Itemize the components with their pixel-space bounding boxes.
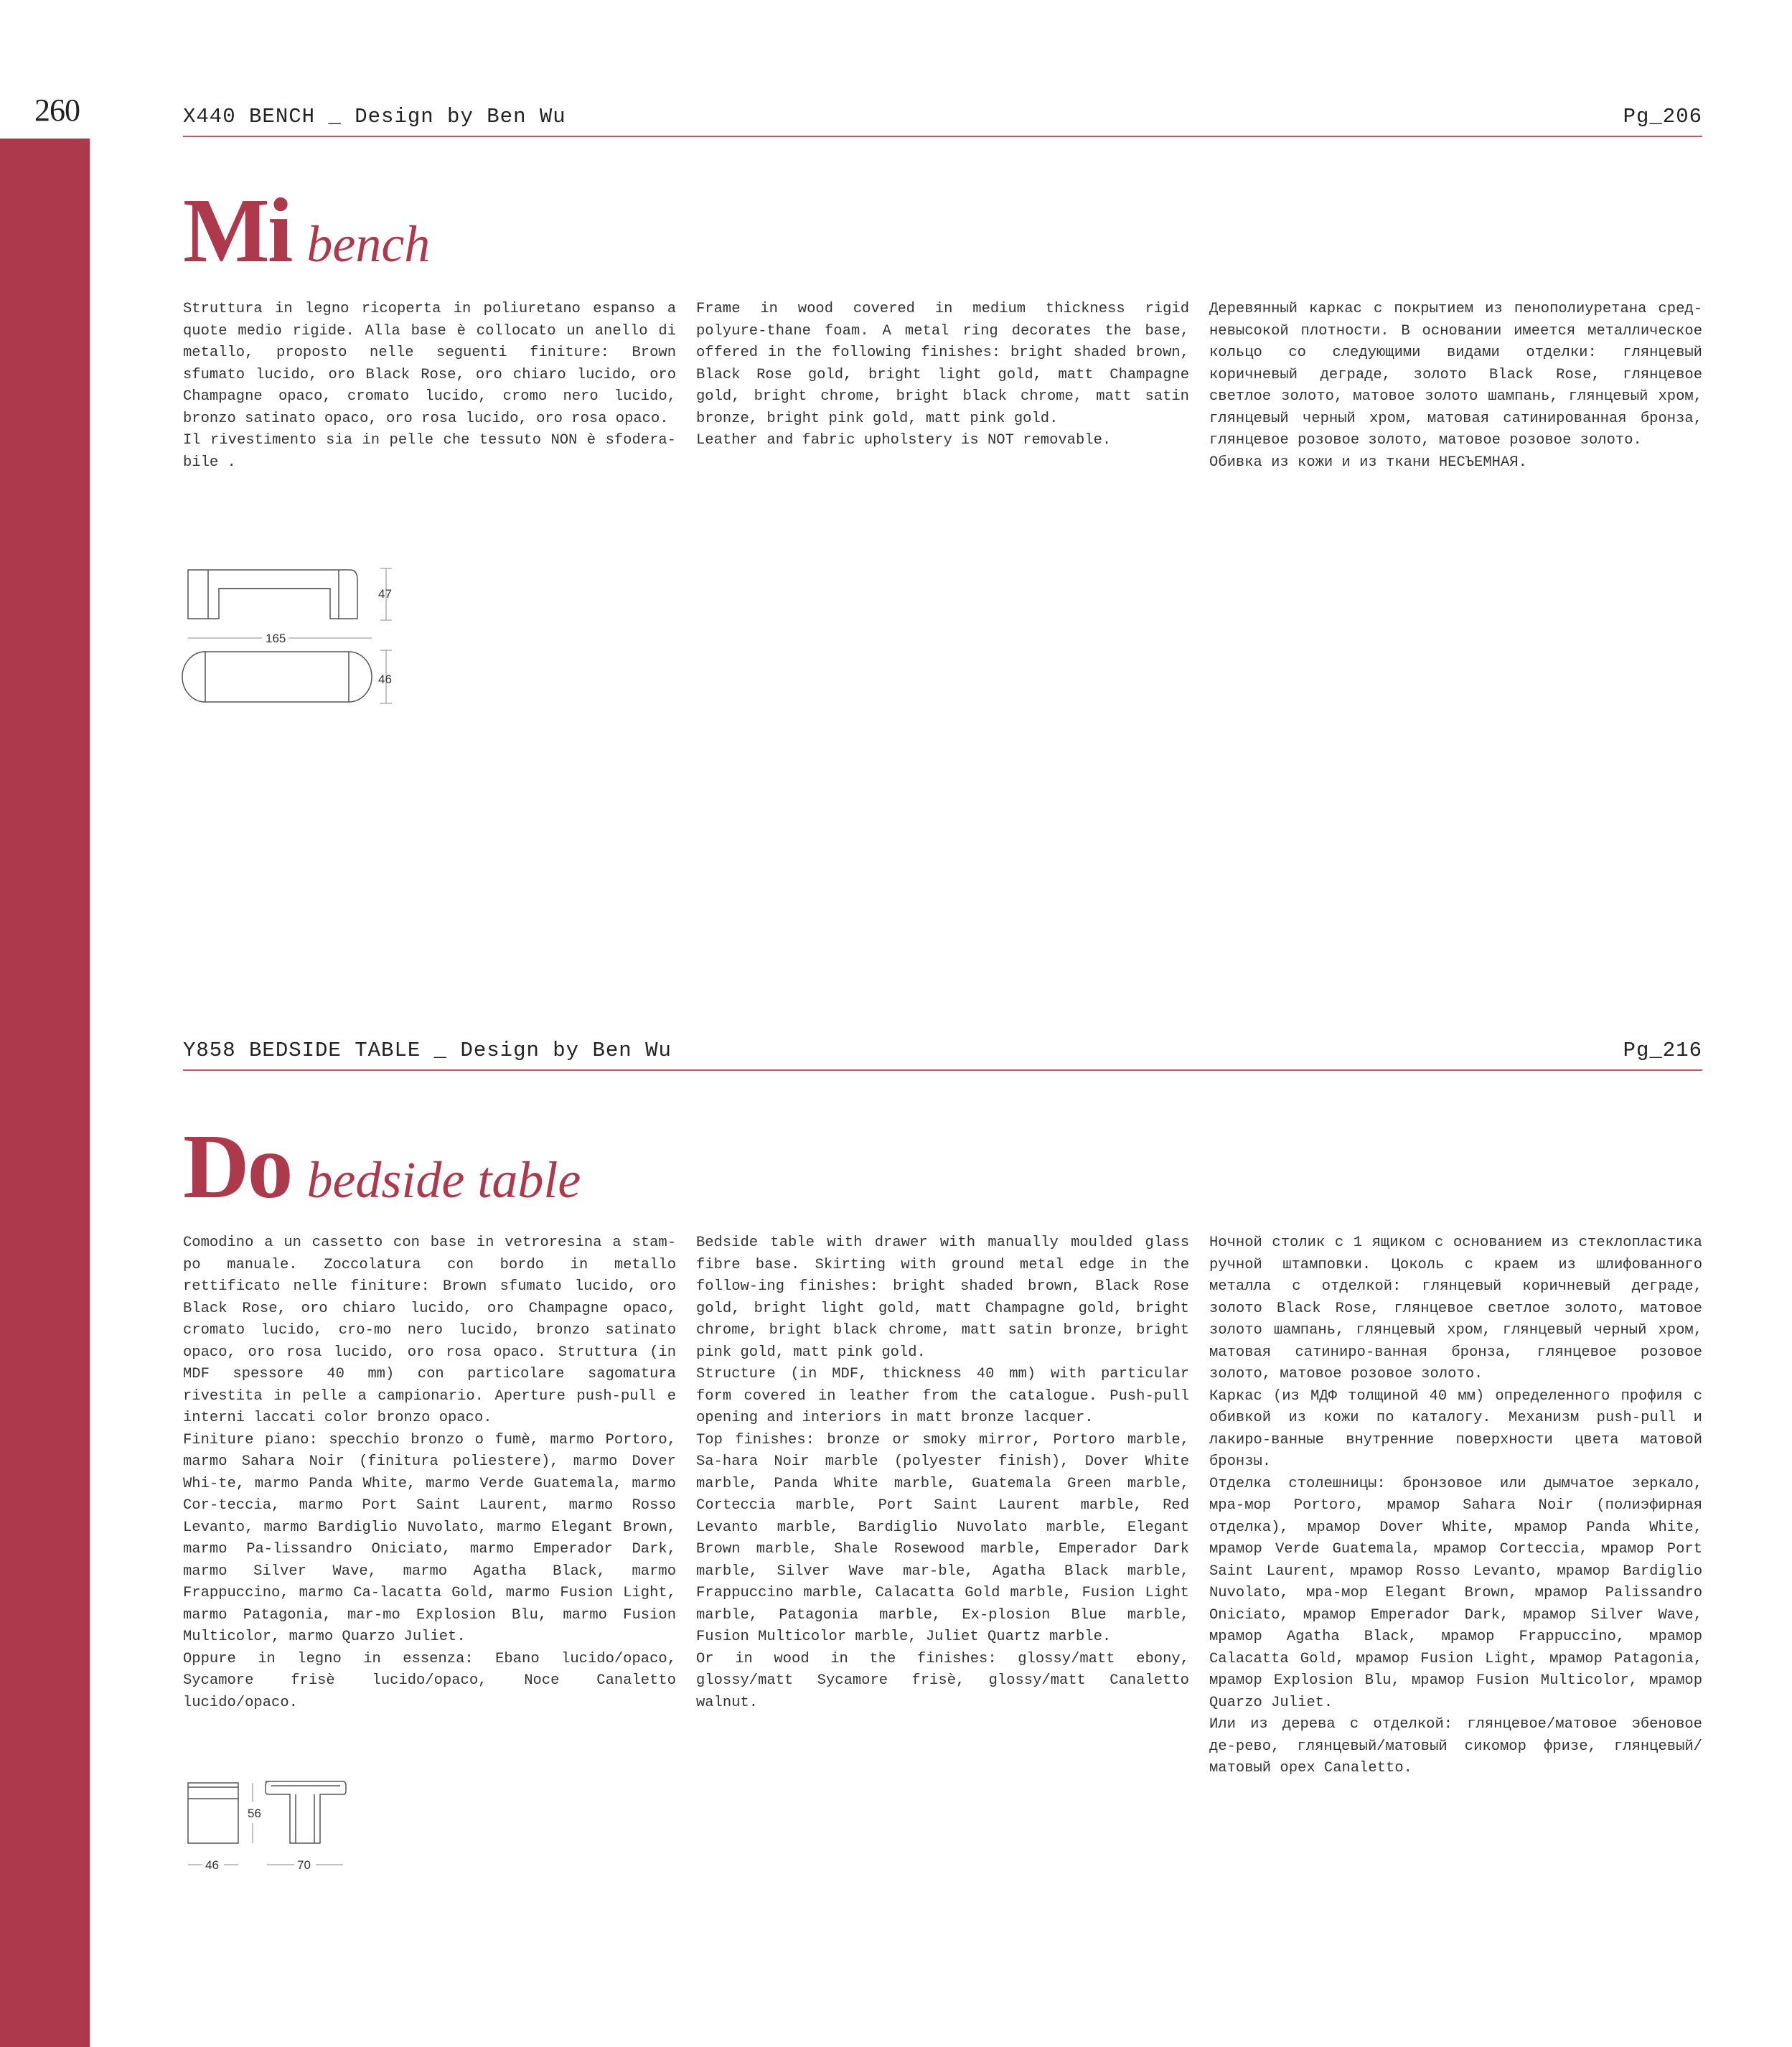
product-title-main: Mi bbox=[183, 179, 291, 281]
product-title-sub: bench bbox=[306, 215, 431, 273]
description-paragraph: Top finishes: bronze or smoky mirror, Portoro marble, Sa-hara Noir marble (polyester finish), Dover White marble, Panda White marble, Guatemala Green marble, Corteccia marble, Port Saint Laurent marble, Red Levanto marble, Bardiglio Nuvolato marble, Elegant Brown marble, Shale Rosewood marble, Emperador Dark marble, Silver Wave mar-ble, Agatha Black marble, Frappuccino marble, Calacatta Gold marble, Fusion Light marble, Patagonia marble, Ex-plosion Blue marble, Fusion Multicolor marble, Juliet Quartz marble. bbox=[696, 1431, 1189, 1645]
description-paragraph: Struttura in legno ricoperta in poliuretano espanso a quote medio rigide. Alla base è collocato un anello di metallo, proposto nelle seguenti finiture: Brown sfumato lucido, oro Black Rose, oro chiaro lucido, oro Champagne opaco, cromato lucido, cromo nero lucido, bronzo satinato opaco, oro rosa lucido, oro rosa opaco. bbox=[183, 301, 676, 427]
bedside-table-technical-drawing bbox=[179, 1773, 359, 1884]
description-paragraph: Comodino a un cassetto con base in vetroresina a stam-po manuale. Zoccolatura con bordo in metallo rettificato nelle finiture: Brown sfumato lucido, oro Black Rose, oro chiaro lucido, oro Champagne opaco, cromato lucido, cro-mo nero lucido, bronzo satinato opaco, oro rosa lucido, oro rosa opaco. Struttura (in MDF spessore 40 mm) con particolare sagomatura rivestita in pelle a campionario. Aperture push-pull e interni laccati color bronzo opaco. bbox=[183, 1235, 676, 1426]
bedside-table-front-view bbox=[266, 1781, 346, 1843]
product-title-main: Do bbox=[183, 1115, 291, 1217]
description-italian bbox=[183, 299, 676, 474]
dimension-depth: 46 bbox=[378, 673, 392, 686]
bench-front-view bbox=[188, 570, 357, 619]
description-paragraph: Finiture piano: specchio bronzo o fumè, marmo Portoro, marmo Sahara Noir (finitura poliestere), marmo Dover Whi-te, marmo Panda White, marmo Verde Guatemala, marmo Cor-teccia, marmo Port Saint Laurent, marmo Rosso Levanto, marmo Bardiglio Nuvolato, marmo Elegant Brown, marmo Pa-lissandro Oniciato, marmo Emperador Dark, marmo Silver Wave, marmo Agatha Black, marmo Frappuccino, marmo Ca-lacatta Gold, marmo Fusion Light, marmo Patagonia, mar-mo Explosion Blu, marmo Fusion Multicolor, marmo Quarzo Juliet. bbox=[183, 1431, 676, 1645]
side-color-band bbox=[0, 139, 90, 2047]
section-header-title: Y858 BEDSIDE TABLE _ Design by Ben Wu bbox=[183, 1039, 672, 1062]
description-paragraph: Or in wood in the finishes: glossy/matt ebony, glossy/matt Sycamore frisè, glossy/matt Canaletto walnut. bbox=[696, 1650, 1189, 1711]
description-paragraph: Обивка из кожи и из ткани НЕСЪЕМНАЯ. bbox=[1209, 454, 1527, 471]
description-paragraph: Отделка столешницы: бронзовое или дымчатое зеркало, мра-мор Portoro, мрамор Sahara Noir (полиэфирная отделка), мрамор Dover White, мрамор Panda White, мрамор Verde Guatemala, мрамор Corteccia, мрамор Port Saint Laurent, мрамор Rosso Levanto, мрамор Bardiglio Nuvolato, мра-мор Elegant Brown, мрамор Palissandro Oniciato, мрамор Emperador Dark, мрамор Silver Wave, мрамор Agatha Black, мрамор Frappuccino, мрамор Calacatta Gold, мрамор Fusion Light, мрамор Patagonia, мрамор Explosion Blu, мрамор Fusion Multicolor, мрамор Quarzo Juliet. bbox=[1209, 1475, 1702, 1711]
description-paragraph: Ночной столик с 1 ящиком с основанием из стеклопластика ручной штамповки. Цоколь с краем из шлифованного металла с отделкой: глянцевый коричневый деграде, золото Black Rose, глянцевое светлое золото, матовое золото шампань, глянцевый хром, глянцевый черный хром, матовая сатиниро-ванная бронза, глянцевое розовое золото, матовое розовое золото. bbox=[1209, 1235, 1702, 1382]
description-paragraph: Structure (in MDF, thickness 40 mm) with particular form covered in leather from the catalogue. Push-pull opening and interiors in matt bronze lacquer. bbox=[696, 1366, 1189, 1426]
section-page-ref: Pg_216 bbox=[1623, 1039, 1702, 1062]
section-page-ref: Pg_206 bbox=[1623, 105, 1702, 128]
description-russian bbox=[1209, 1232, 1702, 1780]
description-paragraph: Каркас (из МДФ толщиной 40 мм) определенного профиля с обивкой из кожи по каталогу. Механизм push-pull и лакиро-ванные внутренние поверхности цвета матовой бронзы. bbox=[1209, 1387, 1702, 1470]
description-italian bbox=[183, 1232, 676, 1780]
dimension-width: 70 bbox=[297, 1858, 311, 1872]
section-header-bedside-table bbox=[183, 1028, 1702, 1071]
bench-top-view bbox=[205, 652, 349, 702]
bedside-table-side-view bbox=[188, 1783, 238, 1843]
page-number: 260 bbox=[34, 93, 80, 128]
dimension-height: 47 bbox=[378, 587, 392, 601]
product-title-sub: bedside table bbox=[306, 1151, 581, 1209]
bench-technical-drawing bbox=[179, 560, 409, 721]
description-columns-bedside-table bbox=[183, 1232, 1702, 1780]
dimension-height: 56 bbox=[248, 1807, 261, 1820]
description-paragraph: Oppure in legno in essenza: Ebano lucido/opaco, Sycamore frisè lucido/opaco, Noce Canaletto lucido/opaco. bbox=[183, 1650, 676, 1711]
description-english bbox=[696, 1232, 1189, 1780]
section-header-bench bbox=[183, 94, 1702, 137]
description-english bbox=[696, 299, 1189, 474]
description-paragraph: Frame in wood covered in medium thickness rigid polyure-thane foam. A metal ring decorates the base, offered in the following finishes: bright shaded brown, Black Rose gold, bright light gold, matt Champagne gold, bright chrome, bright black chrome, matt satin bronze, bright pink gold, matt pink gold. bbox=[696, 301, 1189, 427]
description-paragraph: Деревянный каркас с покрытием из пенополиуретана сред-невысокой плотности. В основании имеется металлическое кольцо со следующими видами отделки: глянцевый коричневый деграде, золото Black Rose, глянцевое светлое золото, матовое золото шампань, глянцевый хром, глянцевый черный хром, матовая сатинированная бронза, глянцевое розовое золото, матовое розовое золото. bbox=[1209, 301, 1702, 449]
description-paragraph: Bedside table with drawer with manually moulded glass fibre base. Skirting with ground metal edge in the follow-ing finishes: bright shaded brown, Black Rose gold, bright light gold, matt Champagne gold, bright chrome, bright black chrome, matt satin bronze, bright pink gold, matt pink gold. bbox=[696, 1235, 1189, 1361]
description-paragraph: Leather and fabric upholstery is NOT removable. bbox=[696, 432, 1112, 449]
section-header-title: X440 BENCH _ Design by Ben Wu bbox=[183, 105, 566, 128]
dimension-width: 165 bbox=[266, 632, 286, 645]
product-title-bench bbox=[183, 178, 430, 284]
description-paragraph: Il rivestimento sia in pelle che tessuto NON è sfodera-bile . bbox=[183, 432, 676, 471]
bench-drawing-svg bbox=[179, 560, 409, 718]
description-columns-bench bbox=[183, 299, 1702, 474]
description-paragraph: Или из дерева с отделкой: глянцевое/матовое эбеновое де-рево, глянцевый/матовый сикомор фризе, глянцевый/матовый орех Canaletto. bbox=[1209, 1716, 1702, 1776]
bedside-table-drawing-svg bbox=[179, 1773, 359, 1880]
dimension-depth: 46 bbox=[205, 1858, 219, 1872]
description-russian bbox=[1209, 299, 1702, 474]
product-title-bedside-table bbox=[183, 1114, 581, 1219]
